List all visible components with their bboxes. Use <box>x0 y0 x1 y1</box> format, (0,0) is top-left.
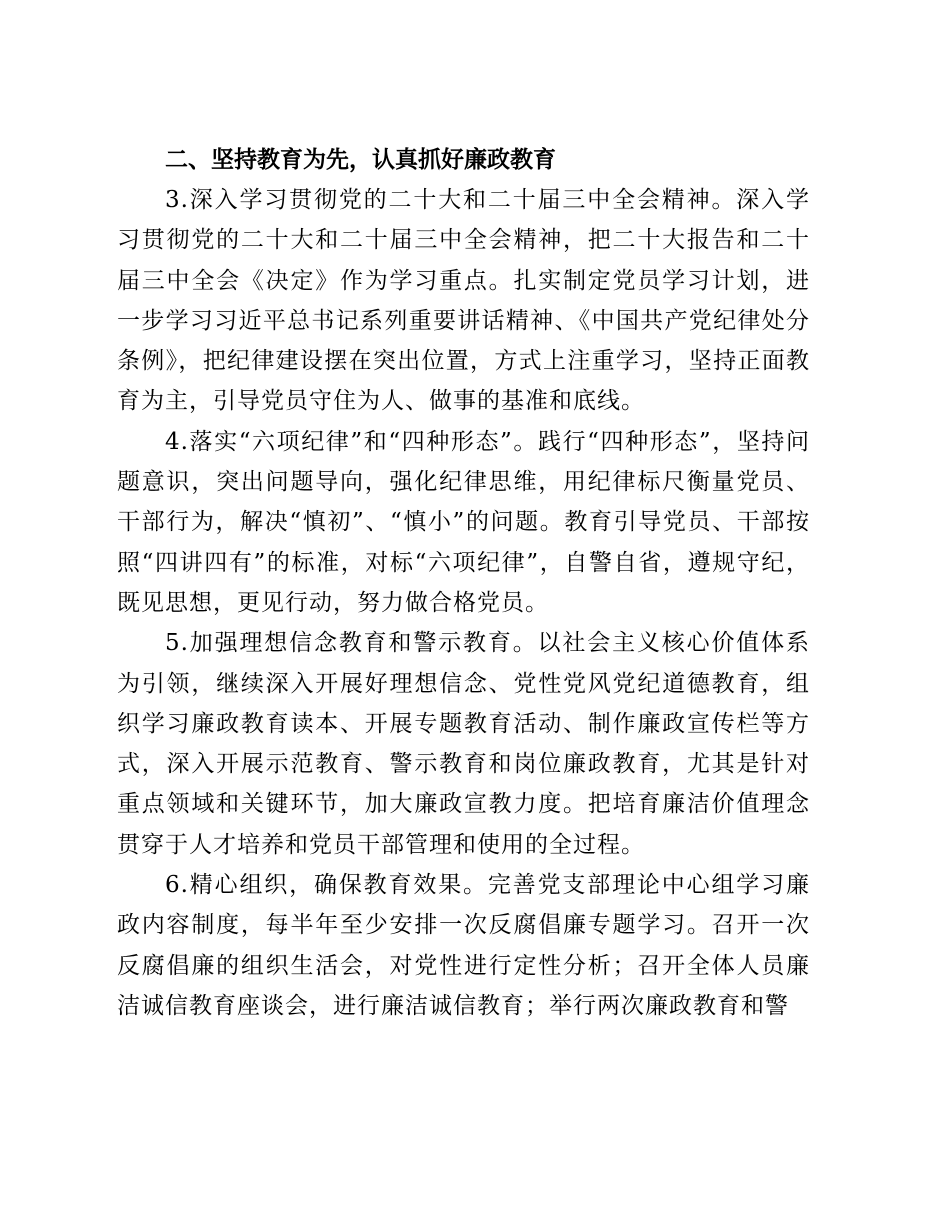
paragraph-5: 5.加强理想信念教育和警示教育。以社会主义核心价值体系为引领，继续深入开展好理想信念、党性党风党纪道德教育，组织学习廉政教育读本、开展专题教育活动、制作廉政宣传栏等方式，深入开展示范教育、警示教育和岗位廉政教育，尤其是针对重点领域和关键环节，加大廉政宣教力度。把培育廉洁价值理念贯穿于人才培养和党员干部管理和使用的全过程。 <box>117 630 810 858</box>
paragraph-3: 3.深入学习贯彻党的二十大和二十届三中全会精神。深入学习贯彻党的二十大和二十届三中全会精神，把二十大报告和二十届三中全会《决定》作为学习重点。扎实制定党员学习计划，进一步学习习近平总书记系列重要讲话精神、《中国共产党纪律处分条例》，把纪律建设摆在突出位置，方式上注重学习，坚持正面教育为主，引导党员守住为人、做事的基准和底线。 <box>117 187 810 415</box>
paragraph-4: 4.落实“六项纪律”和“四种形态”。践行“四种形态”，坚持问题意识，突出问题导向，强化纪律思维，用纪律标尺衡量党员、干部行为，解决“慎初”、“慎小”的问题。教育引导党员、干部按照“四讲四有”的标准，对标“六项纪律”，自警自省，遵规守纪，既见思想，更见行动，努力做合格党员。 <box>117 428 810 616</box>
document-page <box>117 140 810 1026</box>
paragraph-6: 6.精心组织，确保教育效果。完善党支部理论中心组学习廉政内容制度，每半年至少安排一次反腐倡廉专题学习。召开一次反腐倡廉的组织生活会，对党性进行定性分析；召开全体人员廉洁诚信教育座谈会，进行廉洁诚信教育；举行两次廉政教育和警 <box>117 872 810 1019</box>
section-heading: 二、坚持教育为先，认真抓好廉政教育 <box>165 147 556 173</box>
